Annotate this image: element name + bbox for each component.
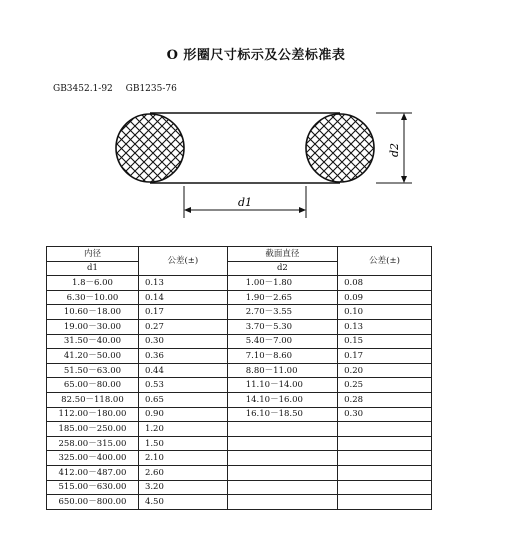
inner-diameter-cell: 31.50－40.00 <box>47 334 139 349</box>
table-header-row <box>47 247 432 262</box>
tolerance-cell: 4.50 <box>138 495 227 510</box>
tolerance-cell: 0.30 <box>138 334 227 349</box>
inner-diameter-cell: 82.50－118.00 <box>47 392 139 407</box>
tolerance-2-cell <box>338 480 432 495</box>
table-row <box>47 334 432 349</box>
o-ring-cross-section-figure <box>0 0 512 240</box>
tolerance-2-cell <box>338 465 432 480</box>
cross-section-cell: 7.10－8.60 <box>227 349 337 364</box>
table-row <box>47 349 432 364</box>
inner-diameter-cell: 650.00－800.00 <box>47 495 139 510</box>
tolerance-2-cell: 0.09 <box>338 290 432 305</box>
tolerance-2-cell: 0.17 <box>338 349 432 364</box>
tolerance-2-cell <box>338 451 432 466</box>
tolerance-cell: 0.53 <box>138 378 227 393</box>
inner-diameter-cell: 258.00－315.00 <box>47 436 139 451</box>
inner-diameter-cell: 515.00－630.00 <box>47 480 139 495</box>
table-row <box>47 319 432 334</box>
table-row <box>47 422 432 437</box>
table-row <box>47 451 432 466</box>
tolerance-2-cell: 0.25 <box>338 378 432 393</box>
left-cross-section <box>116 114 184 182</box>
table-row <box>47 378 432 393</box>
tolerance-cell: 0.65 <box>138 392 227 407</box>
cross-section-cell <box>227 436 337 451</box>
inner-diameter-cell: 41.20－50.00 <box>47 349 139 364</box>
header-tolerance-2: 公差(±) <box>338 247 432 276</box>
cross-section-cell: 1.90－2.65 <box>227 290 337 305</box>
inner-diameter-cell: 6.30－10.00 <box>47 290 139 305</box>
cross-section-cell: 8.80－11.00 <box>227 363 337 378</box>
inner-diameter-cell: 112.00－180.00 <box>47 407 139 422</box>
standards-reference: GB3452.1-92 GB1235-76 <box>53 84 177 94</box>
table-row <box>47 495 432 510</box>
header-d1: d1 <box>47 261 139 276</box>
tolerance-2-cell: 0.15 <box>338 334 432 349</box>
tolerance-cell: 0.27 <box>138 319 227 334</box>
cross-section-cell: 1.00－1.80 <box>227 276 337 291</box>
cross-section-cell: 11.10－14.00 <box>227 378 337 393</box>
header-tolerance: 公差(±) <box>138 247 227 276</box>
cross-section-cell: 5.40－7.00 <box>227 334 337 349</box>
tolerance-cell: 0.36 <box>138 349 227 364</box>
inner-diameter-cell: 65.00－80.00 <box>47 378 139 393</box>
tolerance-2-cell <box>338 436 432 451</box>
tolerance-2-cell: 0.30 <box>338 407 432 422</box>
cross-section-cell <box>227 495 337 510</box>
d2-dimension-label: d2 <box>388 142 401 158</box>
tolerance-2-cell: 0.10 <box>338 305 432 320</box>
inner-diameter-cell: 1.8－6.00 <box>47 276 139 291</box>
tolerance-2-cell: 0.28 <box>338 392 432 407</box>
tolerance-cell: 3.20 <box>138 480 227 495</box>
inner-diameter-cell: 412.00－487.00 <box>47 465 139 480</box>
tolerance-cell: 2.60 <box>138 465 227 480</box>
table-row <box>47 363 432 378</box>
tolerance-cell: 2.10 <box>138 451 227 466</box>
table-row <box>47 276 432 291</box>
tolerance-2-cell <box>338 495 432 510</box>
cross-section-cell: 14.10－16.00 <box>227 392 337 407</box>
tolerance-2-cell: 0.20 <box>338 363 432 378</box>
cross-section-cell: 16.10－18.50 <box>227 407 337 422</box>
tolerance-2-cell: 0.08 <box>338 276 432 291</box>
inner-diameter-cell: 10.60－18.00 <box>47 305 139 320</box>
cross-section-cell: 2.70－3.55 <box>227 305 337 320</box>
tolerance-cell: 1.50 <box>138 436 227 451</box>
header-d2: d2 <box>227 261 337 276</box>
tolerance-cell: 0.44 <box>138 363 227 378</box>
inner-diameter-cell: 185.00－250.00 <box>47 422 139 437</box>
tolerance-cell: 0.13 <box>138 276 227 291</box>
table-row <box>47 465 432 480</box>
cross-section-cell: 3.70－5.30 <box>227 319 337 334</box>
table-row <box>47 305 432 320</box>
header-cross-section: 截面直径 <box>227 247 337 262</box>
inner-diameter-cell: 19.00－30.00 <box>47 319 139 334</box>
right-cross-section <box>306 114 374 182</box>
inner-diameter-cell: 51.50－63.00 <box>47 363 139 378</box>
header-inner-diameter: 内径 <box>47 247 139 262</box>
tolerance-cell: 0.90 <box>138 407 227 422</box>
cross-section-cell <box>227 480 337 495</box>
tolerance-2-cell: 0.13 <box>338 319 432 334</box>
cross-section-cell <box>227 451 337 466</box>
page-title: O 形圈尺寸标示及公差标准表 <box>166 48 346 63</box>
table-row <box>47 290 432 305</box>
table-row <box>47 392 432 407</box>
cross-section-cell <box>227 465 337 480</box>
table-row <box>47 480 432 495</box>
tolerance-cell: 0.14 <box>138 290 227 305</box>
tolerance-table <box>46 246 432 510</box>
tolerance-2-cell <box>338 422 432 437</box>
table-row <box>47 407 432 422</box>
tolerance-cell: 0.17 <box>138 305 227 320</box>
tolerance-cell: 1.20 <box>138 422 227 437</box>
d1-dimension-label: d1 <box>237 196 253 209</box>
table-row <box>47 436 432 451</box>
cross-section-cell <box>227 422 337 437</box>
inner-diameter-cell: 325.00－400.00 <box>47 451 139 466</box>
